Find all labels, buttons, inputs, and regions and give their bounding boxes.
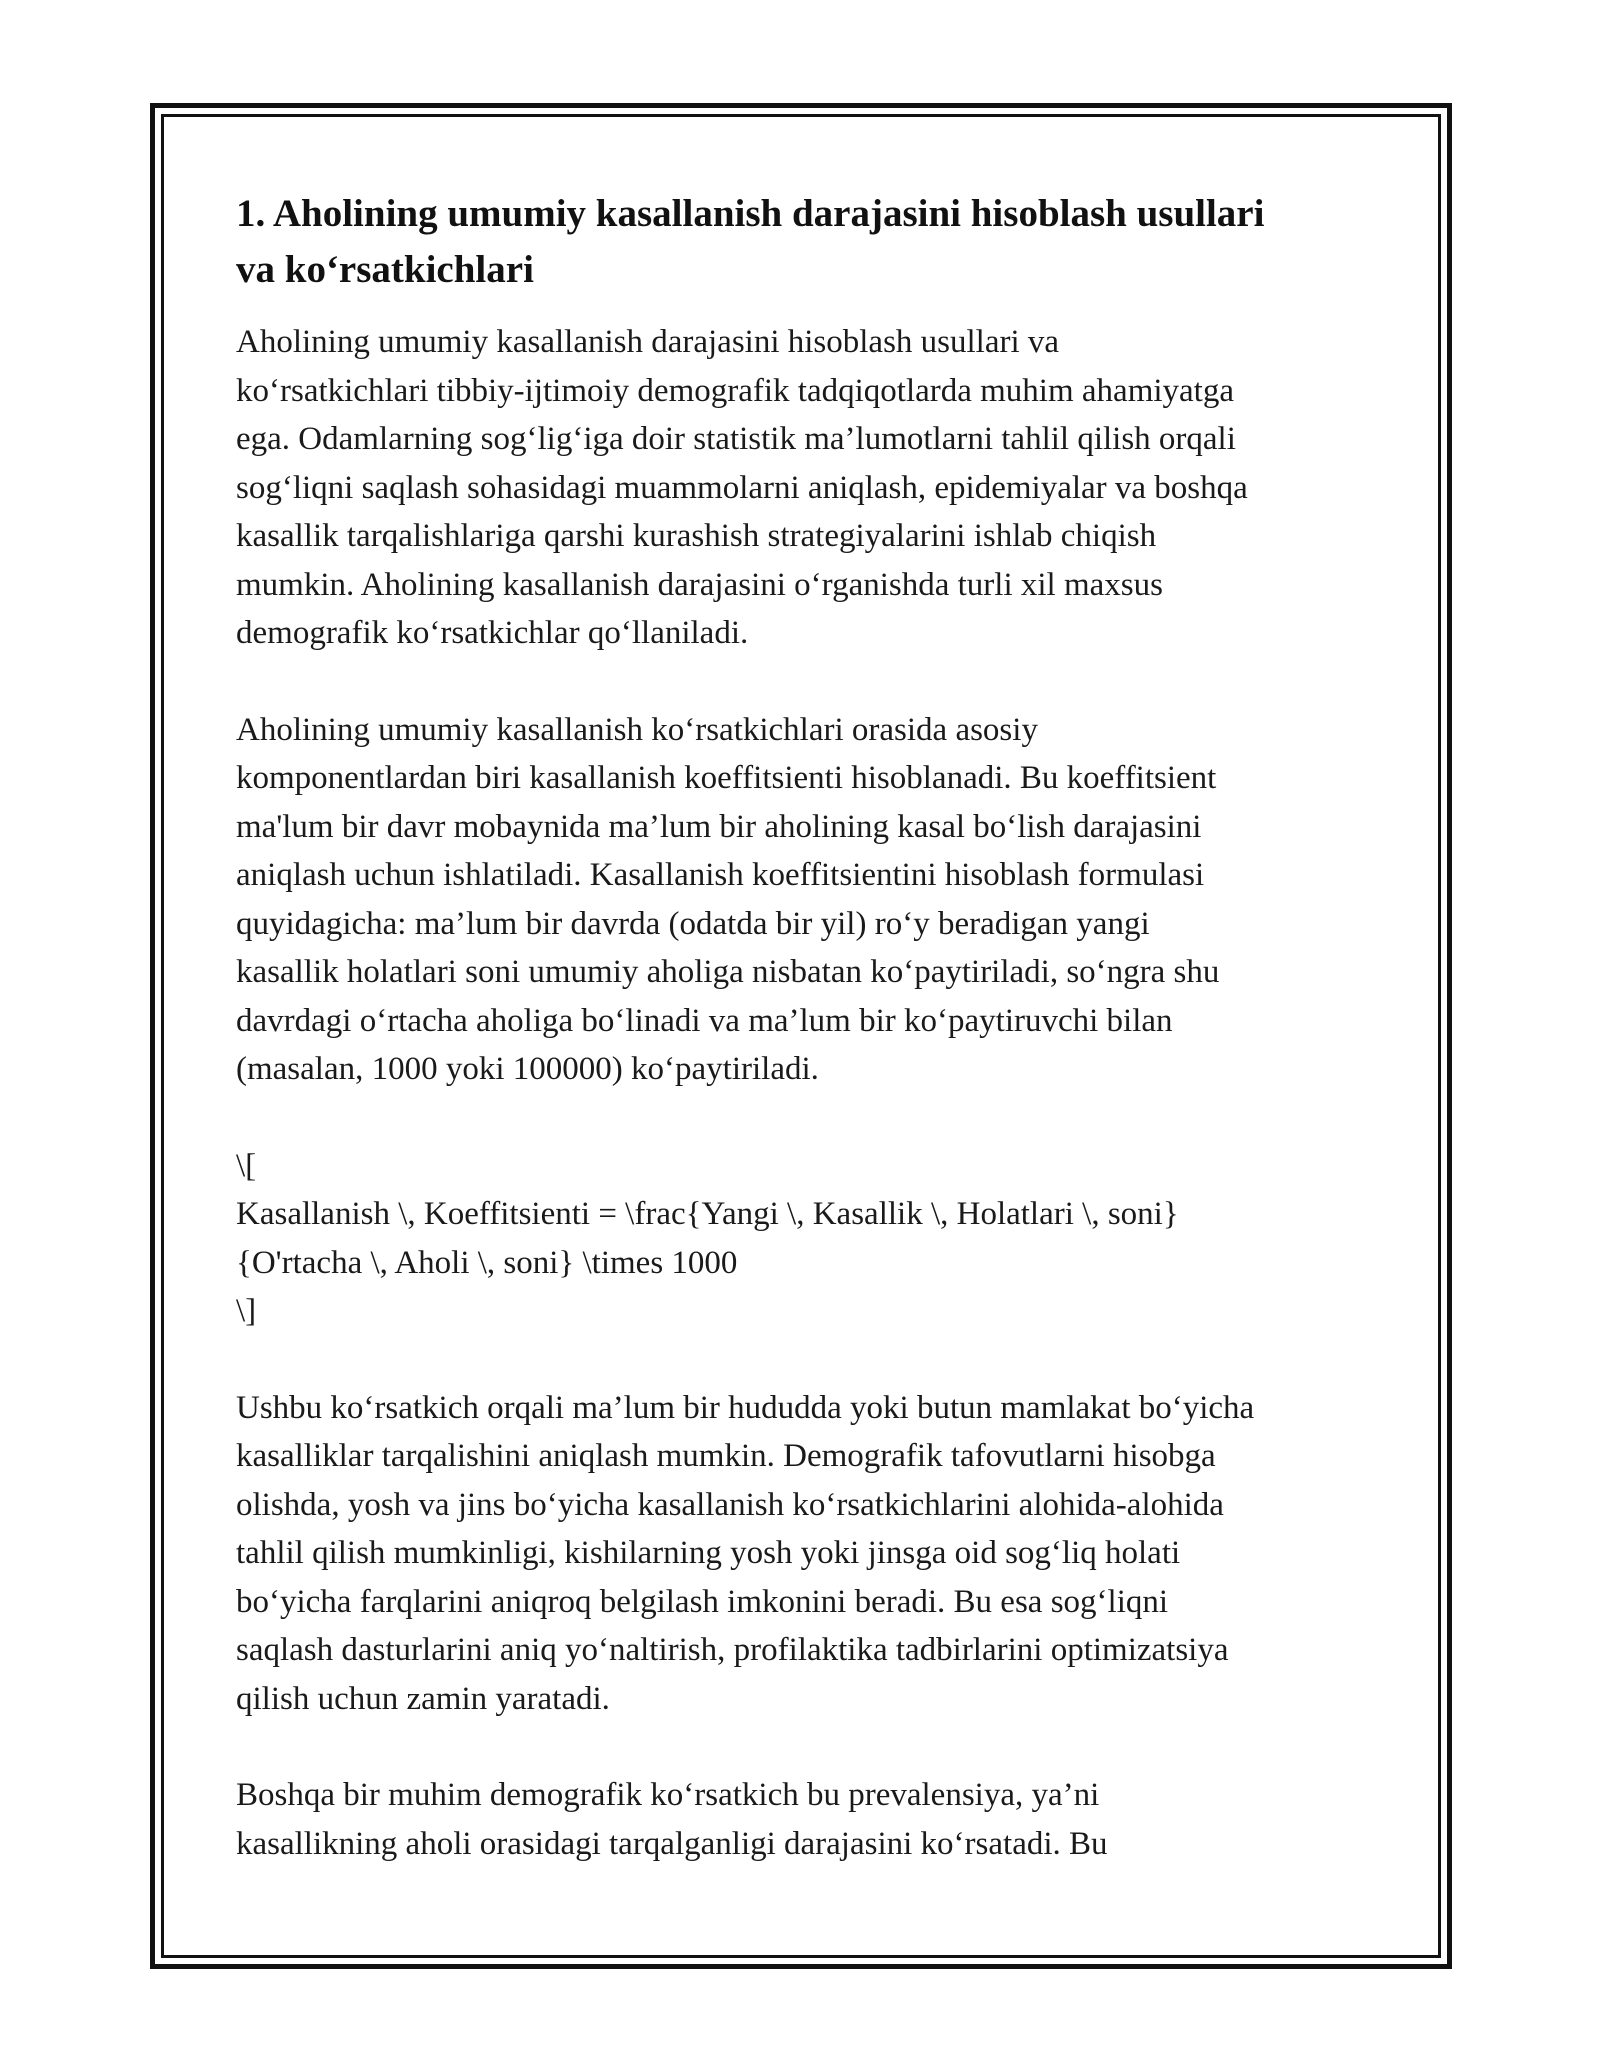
formula-line: Kasallanish \, Koeffitsienti = \frac{Yangi \, Kasallik \, Holatlari \, soni} [236,1196,1179,1232]
heading-line-1: 1. Aholining umumiy kasallanish darajasini hisoblash usullari [236,192,1265,235]
text-line: ko‘rsatkichlari tibbiy-ijtimoiy demografik tadqiqotlarda muhim ahamiyatga [236,372,1234,409]
text-line: davrdagi o‘rtacha aholiga bo‘linadi va ma’lum bir ko‘paytiruvchi bilan [236,1002,1173,1039]
formula-line: \] [236,1293,257,1329]
text-line: kasallik tarqalishlariga qarshi kurashish strategiyalarini ishlab chiqish [236,518,1157,554]
text-line: tahlil qilish mumkinligi, kishilarning yosh yoki jinsga oid sog‘liq holati [236,1535,1181,1571]
text-line: qilish uchun zamin yaratadi. [236,1680,610,1717]
text-line: Aholining umumiy kasallanish darajasini hisoblash usullari va [236,324,1060,360]
text-line: quyidagicha: ma’lum bir davrda (odatda bir yil) ro‘y beradigan yangi [236,905,1150,942]
text-line: kasallik holatlari soni umumiy aholiga nisbatan ko‘paytiriladi, so‘ngra shu [236,954,1220,990]
text-line: Aholining umumiy kasallanish ko‘rsatkichlari orasida asosiy [236,711,1038,748]
text-line: demografik ko‘rsatkichlar qo‘llaniladi. [236,615,749,651]
paragraph-2 [236,706,1386,1094]
text-line: ega. Odamlarning sog‘lig‘iga doir statistik ma’lumotlarni tahlil qilish orqali [236,421,1236,457]
text-line: bo‘yicha farqlarini aniqroq belgilash imkonini beradi. Bu esa sog‘liqni [236,1583,1169,1620]
text-line: Ushbu ko‘rsatkich orqali ma’lum bir hududda yoki butun mamlakat bo‘yicha [236,1389,1255,1426]
formula-block [236,1142,1386,1336]
document-body [236,186,1386,1868]
text-line: kasalliklar tarqalishini aniqlash mumkin. Demografik tafovutlarni hisobga [236,1438,1216,1474]
text-line: saqlash dasturlarini aniq yo‘naltirish, profilaktika tadbirlarini optimizatsiya [236,1632,1229,1668]
text-line: aniqlash uchun ishlatiladi. Kasallanish koeffitsientini hisoblash formulasi [236,857,1205,893]
text-line: komponentlardan biri kasallanish koeffitsienti hisoblanadi. Bu koeffitsient [236,760,1217,796]
paragraph-4 [236,1771,1386,1868]
section-heading [236,186,1386,298]
text-line: mumkin. Aholining kasallanish darajasini o‘rganishda turli xil maxsus [236,566,1163,603]
paragraph-3 [236,1384,1386,1724]
paragraph-1 [236,318,1386,658]
formula-line: \[ [236,1147,257,1184]
text-line: (masalan, 1000 yoki 100000) ko‘paytiriladi. [236,1051,819,1087]
heading-line-2: va ko‘rsatkichlari [236,248,534,291]
text-line: kasallikning aholi orasidagi tarqalganligi darajasini ko‘rsatadi. Bu [236,1825,1108,1862]
formula-line: {O'rtacha \, Aholi \, soni} \times 1000 [236,1244,738,1281]
text-line: ma'lum bir davr mobaynida ma’lum bir aholining kasal bo‘lish darajasini [236,808,1202,845]
text-line: sog‘liqni saqlash sohasidagi muammolarni aniqlash, epidemiyalar va boshqa [236,469,1248,506]
text-line: Boshqa bir muhim demografik ko‘rsatkich bu prevalensiya, ya’ni [236,1777,1100,1813]
text-line: olishda, yosh va jins bo‘yicha kasallanish ko‘rsatkichlarini alohida-alohida [236,1486,1224,1523]
